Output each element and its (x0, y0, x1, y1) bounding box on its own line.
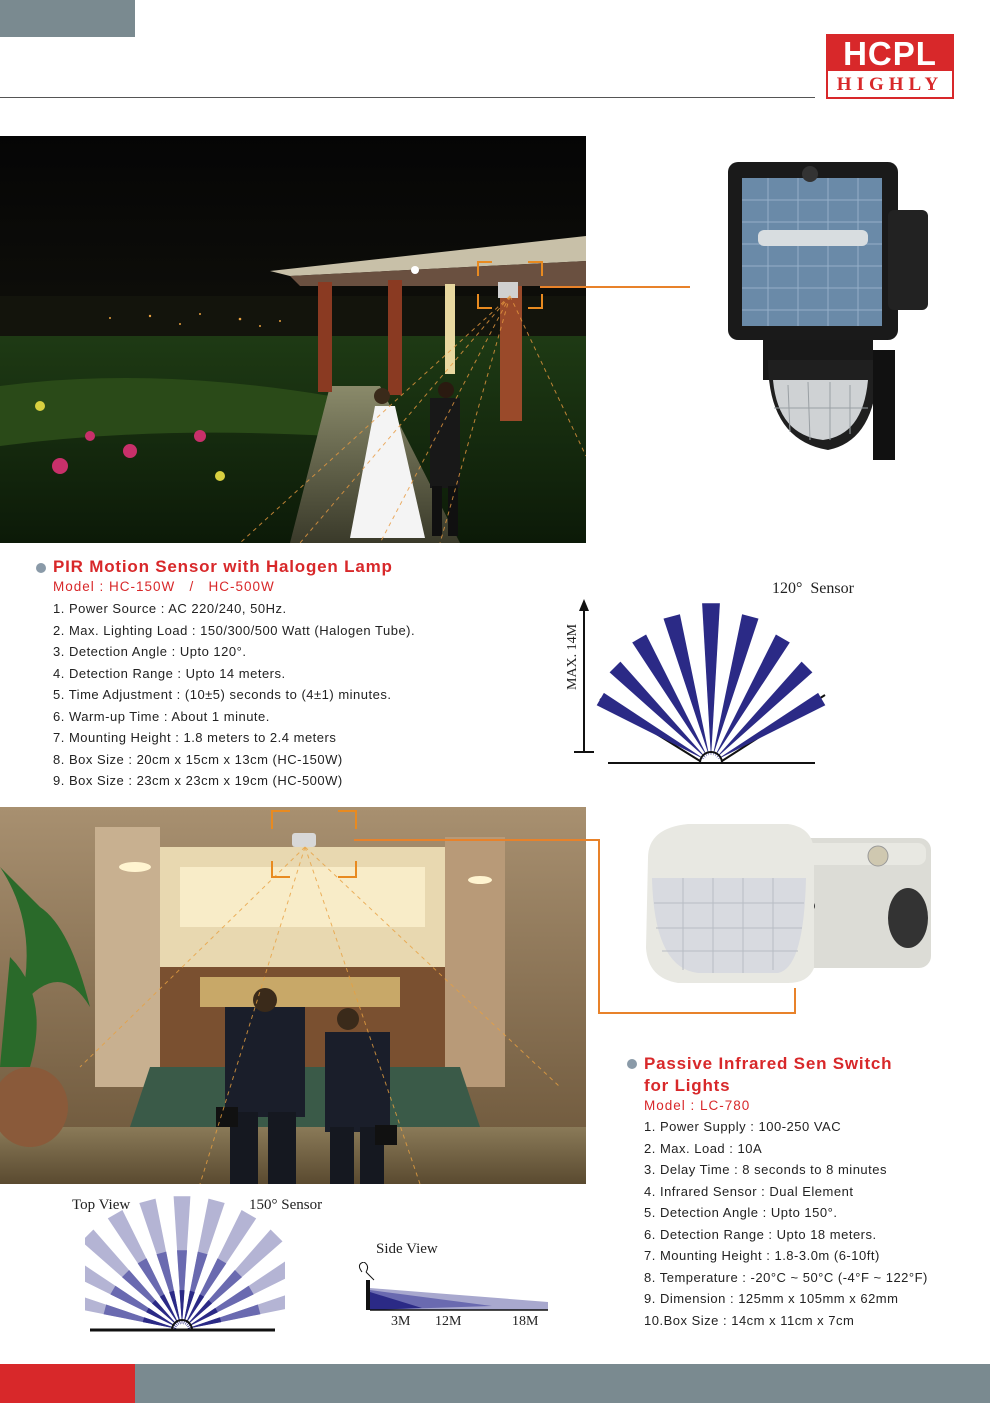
detection-ray (702, 603, 720, 755)
section2-title-line1: Passive Infrared Sen Switch (644, 1054, 893, 1073)
spec-item: 7. Mounting Height : 1.8-3.0m (6-10ft) (644, 1248, 880, 1263)
section1-model: Model : HC-150W / HC-500W (53, 579, 275, 594)
night-garden-photo (0, 136, 586, 543)
spec-item: 3. Delay Time : 8 seconds to 8 minutes (644, 1162, 887, 1177)
spec-item: 4. Detection Range : Upto 14 meters. (53, 665, 286, 681)
logo-top-text: HCPL (828, 36, 952, 71)
detection-diagram-120 (570, 595, 840, 770)
spec-item: 9. Dimension : 125mm x 105mm x 62mm (644, 1291, 899, 1306)
spec-item: 6. Warm-up Time : About 1 minute. (53, 708, 270, 724)
spec-item: 2. Max. Lighting Load : 150/300/500 Watt (Halogen Tube). (53, 622, 416, 638)
sensor-120-label: 120° Sensor (772, 580, 854, 597)
spec-item: 9. Box Size : 23cm x 23cm x 19cm (HC-500W) (53, 773, 343, 788)
pir-switch-product (638, 818, 938, 988)
section2-bullet (627, 1059, 637, 1069)
section1-title: PIR Motion Sensor with Halogen Lamp (53, 557, 393, 576)
spec-item: 7. Mounting Height : 1.8 meters to 2.4 meters (53, 730, 337, 745)
spec-item: 5. Detection Angle : Upto 150°. (644, 1205, 838, 1220)
detection-ray (180, 1290, 185, 1324)
section2-title-line2: for Lights (644, 1076, 731, 1095)
spec-item: 10.Box Size : 14cm x 11cm x 7cm (644, 1312, 855, 1328)
logo-bottom-text: HIGHLY (836, 74, 944, 95)
side-tick-18m: 18M (512, 1314, 539, 1329)
spec-item: 8. Box Size : 20cm x 15cm x 13cm (HC-150W) (53, 751, 343, 767)
side-tick-12m: 12M (435, 1314, 462, 1329)
section2-spec-list (644, 1116, 928, 1331)
section2-model: Model : LC-780 (644, 1098, 751, 1113)
top-view-label: Top View (72, 1197, 131, 1213)
max-range-label: MAX. 14M (565, 623, 580, 690)
spec-item: 4. Infrared Sensor : Dual Element (644, 1183, 854, 1199)
side-view-label: Side View (376, 1241, 438, 1257)
spec-item: 6. Detection Range : Upto 18 meters. (644, 1226, 877, 1242)
spec-item: 1. Power Source : AC 220/240, 50Hz. (53, 601, 287, 616)
header-rule (0, 97, 815, 98)
side-tick-3m: 3M (391, 1314, 411, 1329)
halogen-lamp-product (718, 150, 938, 470)
spec-item: 1. Power Supply : 100-250 VAC (644, 1119, 842, 1134)
spec-item: 3. Detection Angle : Upto 120°. (53, 644, 247, 659)
footer-grey-bar (135, 1364, 990, 1403)
footer-red-block (0, 1364, 135, 1403)
top-view-diagram-150 (85, 1190, 285, 1335)
section1-spec-list (53, 598, 415, 792)
spec-item: 8. Temperature : -20°C ~ 50°C (-4°F ~ 122°F) (644, 1269, 928, 1285)
spec-item: 2. Max. Load : 10A (644, 1140, 763, 1156)
spec-item: 5. Time Adjustment : (10±5) seconds to (4±1) minutes. (53, 687, 392, 702)
sensor-150-label: 150° Sensor (249, 1197, 323, 1213)
brand-logo (826, 34, 954, 99)
side-view-diagram (352, 1262, 552, 1312)
header-tab (0, 0, 135, 37)
section1-bullet (36, 563, 46, 573)
callout-line-1 (540, 286, 690, 288)
